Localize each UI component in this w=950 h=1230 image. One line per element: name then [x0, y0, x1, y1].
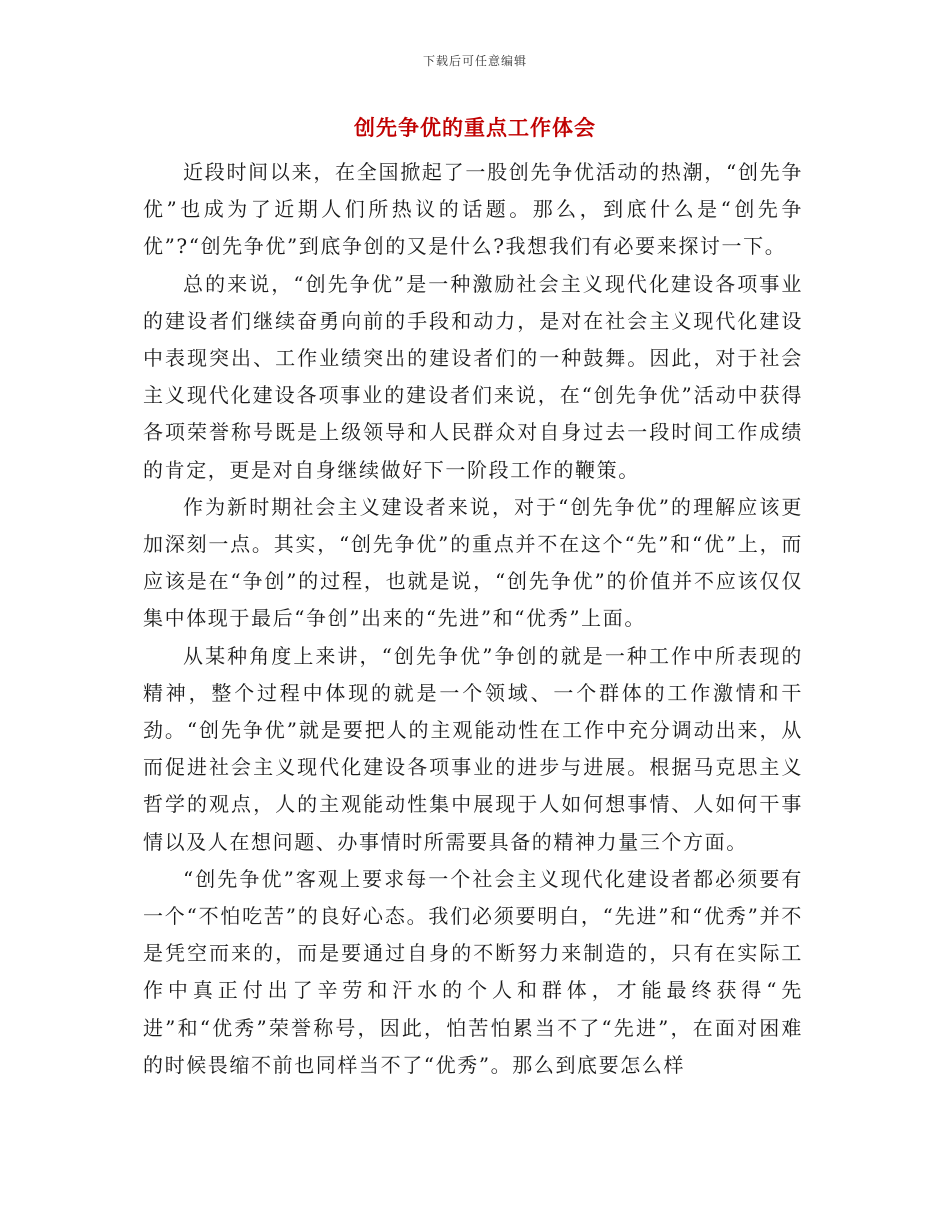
document-title: 创先争优的重点工作体会 — [354, 115, 596, 140]
paragraph-3: 作为新时期社会主义建设者来说，对于“创先争优”的理解应该更加深刻一点。其实，“创先争优”的重点并不在这个“先”和“优”上，而应该是在“争创”的过程，也就是说，“创先争优”的价值并不应该仅仅集中体现于最后“争创”出来的“先进”和“优秀”上面。 — [143, 494, 803, 631]
document-body — [143, 154, 803, 1084]
paragraph-4: 从某种角度上来讲，“创先争优”争创的就是一种工作中所表现的精神，整个过程中体现的就是一个领域、一个群体的工作激情和干劲。“创先争优”就是要把人的主观能动性在工作中充分调动出来，从而促进社会主义现代化建设各项事业的进步与进展。根据马克思主义哲学的观点，人的主观能动性集中展现于人如何想事情、人如何干事情以及人在想问题、办事情时所需要具备的精神力量三个方面。 — [143, 643, 803, 854]
paragraph-1: 近段时间以来，在全国掀起了一股创先争优活动的热潮，“创先争优”也成为了近期人们所热议的话题。那么，到底什么是“创先争优”?“创先争优”到底争创的又是什么?我想我们有必要来探讨一下。 — [143, 160, 803, 259]
header-note: 下载后可任意编辑 — [422, 54, 527, 68]
paragraph-2: 总的来说，“创先争优”是一种激励社会主义现代化建设各项事业的建设者们继续奋勇向前的手段和动力，是对在社会主义现代化建设中表现突出、工作业绩突出的建设者们的一种鼓舞。因此，对于社会主义现代化建设各项事业的建设者们来说，在“创先争优”活动中获得各项荣誉称号既是上级领导和人民群众对自身过去一段时间工作成绩的肯定，更是对自身继续做好下一阶段工作的鞭策。 — [143, 271, 803, 482]
paragraph-5: “创先争优”客观上要求每一个社会主义现代化建设者都必须要有一个“不怕吃苦”的良好心态。我们必须要明白，“先进”和“优秀”并不是凭空而来的，而是要通过自身的不断努力来制造的，只有在实际工作中真正付出了辛劳和汗水的个人和群体，才能最终获得“先进”和“优秀”荣誉称号，因此，怕苦怕累当不了“先进”，在面对困难的时候畏缩不前也同样当不了“优秀”。那么到底要怎么样 — [143, 866, 803, 1077]
